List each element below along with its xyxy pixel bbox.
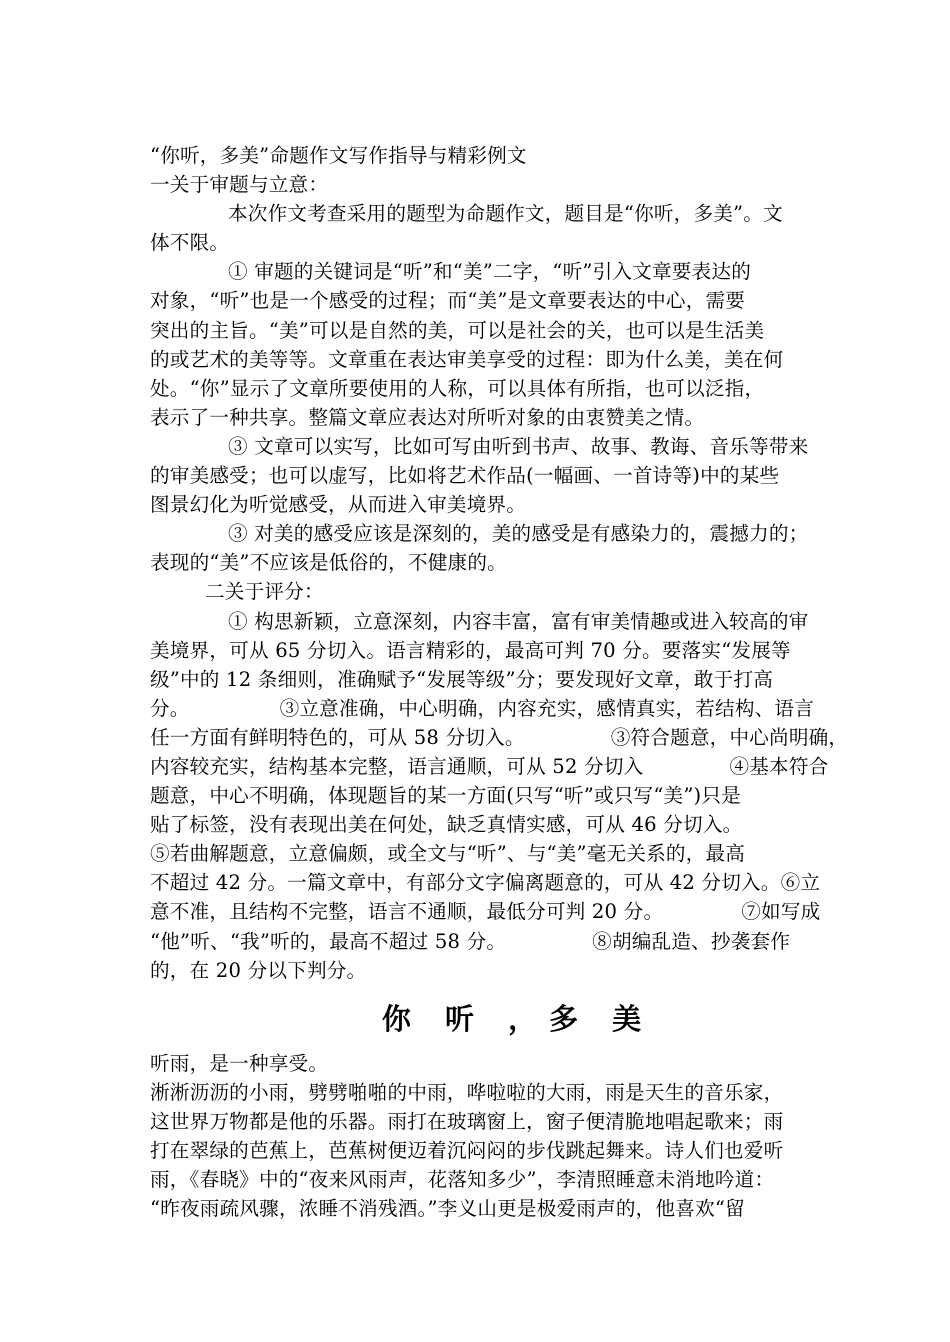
point-three-line: 表现的“美”不应该是低俗的，不健康的。 [150, 551, 507, 575]
scoring-segment: “他”听、“我”听的，最高不超过 58 分。 [150, 929, 507, 953]
scoring-line [150, 897, 895, 926]
scoring-line: ⑤若曲解题意，立意偏颇，或全文与“听”、与“美”毫无关系的，最高 [150, 842, 746, 866]
scoring-line: 级”中的 12 条细则，准确赋予“发展等级”分；要发现好文章，敢于打高 [150, 667, 774, 691]
point-one-line: 的或艺术的美等等。文章重在表达审美享受的过程：即为什么美，美在何 [150, 347, 784, 371]
essay-line: 听雨，是一种享受。 [150, 1051, 329, 1075]
scoring-segment: ⑦如写成 [741, 900, 821, 924]
scoring-line [150, 694, 895, 723]
point-one-line: 突出的主旨。“美”可以是自然的美，可以是社会的关，也可以是生活美 [150, 318, 765, 342]
scoring-line [150, 723, 895, 752]
scoring-segment: 内容较充实，结构基本完整，语言通顺，可从 52 分切入 [150, 754, 644, 778]
scoring-segment: 意不准，且结构不完整，语言不通顺，最低分可判 20 分。 [150, 900, 664, 924]
section-title-topic: 一关于审题与立意： [150, 173, 329, 197]
intro-line: 本次作文考查采用的题型为命题作文，题目是“你听，多美”。文 [228, 202, 783, 226]
essay-line: 淅淅沥沥的小雨，劈劈啪啪的中雨，哗啦啦的大雨，雨是天生的音乐家， [150, 1080, 784, 1104]
essay-line: 打在翠绿的芭蕉上，芭蕉树便迈着沉闷闷的步伐跳起舞来。诗人们也爱听 [150, 1139, 784, 1162]
scoring-line: 的，在 20 分以下判分。 [150, 958, 367, 982]
intro-line: 体不限。 [150, 231, 230, 255]
point-two-line: 的审美感受；也可以虚写，比如将艺术作品(一幅画、一首诗等)中的某些 [150, 464, 780, 488]
scoring-segment: ③立意准确，中心明确，内容充实，感情真实，若结构、语言 [279, 696, 815, 720]
scoring-line: ① 构思新颖，立意深刻，内容丰富，富有审美情趣或进入较高的审 [228, 609, 809, 633]
essay-line: 雨，《春晓》中的“夜来风雨声，花落知多少”，李清照睡意未消地吟道： [150, 1168, 775, 1192]
point-one-line: 处。“你”显示了文章所要使用的人称，可以具体有所指，也可以泛指， [150, 376, 765, 400]
point-three-line: ③ 对美的感受应该是深刻的，美的感受是有感染力的，震撼力的； [228, 522, 809, 546]
scoring-segment: ④基本符合 [729, 754, 829, 778]
scoring-segment: 分。 [150, 696, 190, 720]
essay-line: “昨夜雨疏风骤，浓睡不消残酒。”李义山更是极爱雨声的，他喜欢“留 [150, 1197, 745, 1221]
document-heading: “你听，多美”命题作文写作指导与精彩例文 [150, 144, 527, 167]
point-one-line: ① 审题的关键词是“听”和“美”二字，“听”引入文章要表达的 [228, 260, 751, 284]
document-page [150, 141, 895, 1223]
scoring-segment: ③符合题意，中心尚明确， [610, 725, 849, 749]
point-one-line: 表示了一种共享。整篇文章应表达对所听对象的由衷赞美之情。 [150, 405, 705, 429]
essay-line: 这世界万物都是他的乐器。雨打在玻璃窗上，窗子便清脆地唱起歌来；雨 [150, 1109, 784, 1133]
point-two-line: ③ 文章可以实写，比如可写由听到书声、故事、教诲、音乐等带来 [228, 434, 809, 458]
scoring-segment: ⑧胡编乱造、抄袭套作 [592, 929, 791, 953]
scoring-line: 美境界，可从 65 分切入。语言精彩的，最高可判 70 分。要落实“发展等 [150, 638, 791, 662]
section-title-scoring: 二关于评分： [205, 580, 324, 604]
scoring-line [150, 927, 895, 956]
scoring-line: 贴了标签，没有表现出美在何处，缺乏真情实感，可从 46 分切入。 [150, 813, 743, 837]
scoring-segment: 任一方面有鲜明特色的，可从 58 分切入。 [150, 725, 525, 749]
essay-title: 你 听 ，多 美 [381, 1001, 654, 1036]
scoring-line: 题意，中心不明确，体现题旨的某一方面(只写“听”或只写“美”)只是 [150, 784, 741, 808]
point-one-line: 对象，“听”也是一个感受的过程；而“美”是文章要表达的中心，需要 [150, 289, 746, 313]
point-two-line: 图景幻化为听觉感受，从而进入审美境界。 [150, 493, 527, 517]
scoring-line [150, 752, 895, 781]
scoring-line: 不超过 42 分。一篇文章中，有部分文字偏离题意的，可从 42 分切入。⑥立 [150, 871, 821, 895]
